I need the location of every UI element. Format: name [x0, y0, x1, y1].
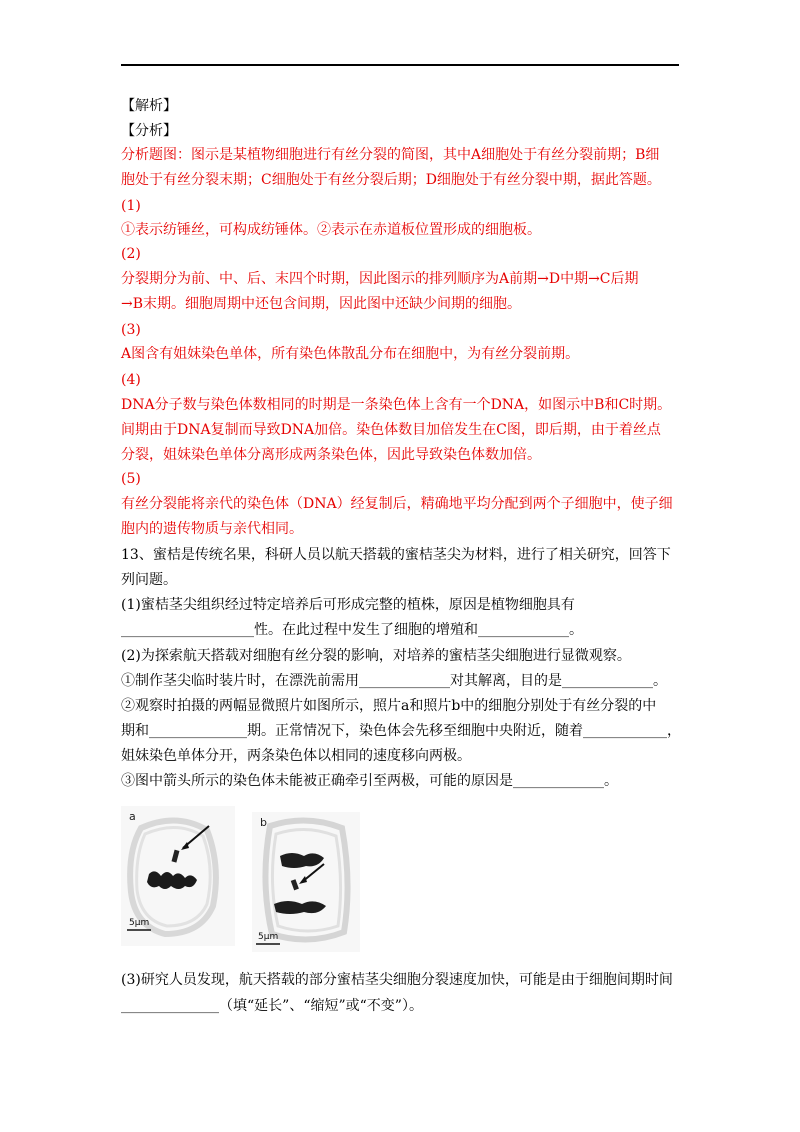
subquestion-2-c: ③图中箭头所示的染色体未能被正确牵引至两极，可能的原因是_____________。 [121, 773, 618, 789]
subquestion-2-b: ②观察时拍摄的两幅显微照片如图所示，照片a和照片b中的细胞分别处于有丝分裂的中 [121, 698, 657, 714]
micrograph-a-label: a [129, 810, 136, 823]
answer-text: →B末期。细胞周期中还包含间期，因此图中还缺少间期的细胞。 [121, 296, 522, 312]
analysis-para-line: 分析题图：图示是某植物细胞进行有丝分裂的简图，其中A细胞处于有丝分裂前期；B细 [121, 147, 660, 163]
subquestion-2-a: ①制作茎尖临时装片时，在漂洗前需用_____________对其解离，目的是_____________。 [121, 673, 667, 689]
answer-text: 间期由于DNA复制而导致DNA加倍。染色体数目加倍发生在C图，即后期，由于着丝点 [121, 422, 661, 438]
answer-number: (4) [121, 372, 141, 388]
answer-text: 胞内的遗传物质与亲代相同。 [121, 521, 303, 537]
subquestion-3-blank: ______________（填“延长”、“缩短”或“不变”）。 [121, 998, 423, 1014]
answer-text: 分裂，姐妹染色单体分离形成两条染色体，因此导致染色体数加倍。 [121, 447, 541, 463]
micrograph-b-scale: 5μm [258, 932, 279, 942]
answer-text: A图含有姐妹染色单体，所有染色体散乱分布在细胞中，为有丝分裂前期。 [121, 346, 580, 362]
answer-text: 分裂期分为前、中、后、末四个时期，因此图示的排列顺序为A前期→D中期→C后期 [121, 271, 639, 287]
subquestion-3: (3)研究人员发现，航天搭载的部分蜜桔茎尖细胞分裂速度加快，可能是由于细胞间期时间 [121, 972, 673, 988]
answer-text: 有丝分裂能将亲代的染色体（DNA）经复制后，精确地平均分配到两个子细胞中，使子细 [121, 496, 673, 512]
micrograph-b [252, 812, 360, 952]
micrograph-b-image [252, 812, 360, 952]
subquestion-2-b: 姐妹染色单体分开，两条染色体以相同的速度移向两极。 [121, 748, 471, 764]
micrograph-b-label: b [260, 816, 267, 829]
answer-text: DNA分子数与染色体数相同的时期是一条染色体上含有一个DNA，如图示中B和C时期。 [121, 397, 672, 413]
answer-text: ①表示纺锤丝，可构成纺锤体。②表示在赤道板位置形成的细胞板。 [121, 222, 541, 238]
question-stem: 列问题。 [121, 572, 177, 588]
micrograph-a-scale: 5μm [129, 918, 150, 928]
subquestion-1-blanks: ___________________性。在此过程中发生了细胞的增殖和_____________。 [121, 622, 583, 638]
header-rule [121, 64, 679, 66]
analysis-para-line: 胞处于有丝分裂末期；C细胞处于有丝分裂后期；D细胞处于有丝分裂中期，据此答题。 [121, 172, 661, 188]
answer-number: (1) [121, 198, 141, 214]
subquestion-2: (2)为探索航天搭载对细胞有丝分裂的影响，对培养的蜜桔茎尖细胞进行显微观察。 [121, 648, 631, 664]
fenxi-label: 【分析】 [121, 123, 177, 139]
answer-number: (5) [121, 471, 141, 487]
jiexi-label: 【解析】 [121, 98, 177, 114]
subquestion-1: (1)蜜桔茎尖组织经过特定培养后可形成完整的植株，原因是植物细胞具有 [121, 597, 575, 613]
subquestion-2-b: 期和______________期。正常情况下，染色体会先移至细胞中央附近，随着____________， [121, 723, 681, 739]
question-stem: 13、蜜桔是传统名果，科研人员以航天搭载的蜜桔茎尖为材料，进行了相关研究，回答下 [121, 547, 671, 563]
micrograph-a [121, 806, 235, 946]
answer-number: (3) [121, 322, 141, 338]
answer-number: (2) [121, 246, 141, 262]
